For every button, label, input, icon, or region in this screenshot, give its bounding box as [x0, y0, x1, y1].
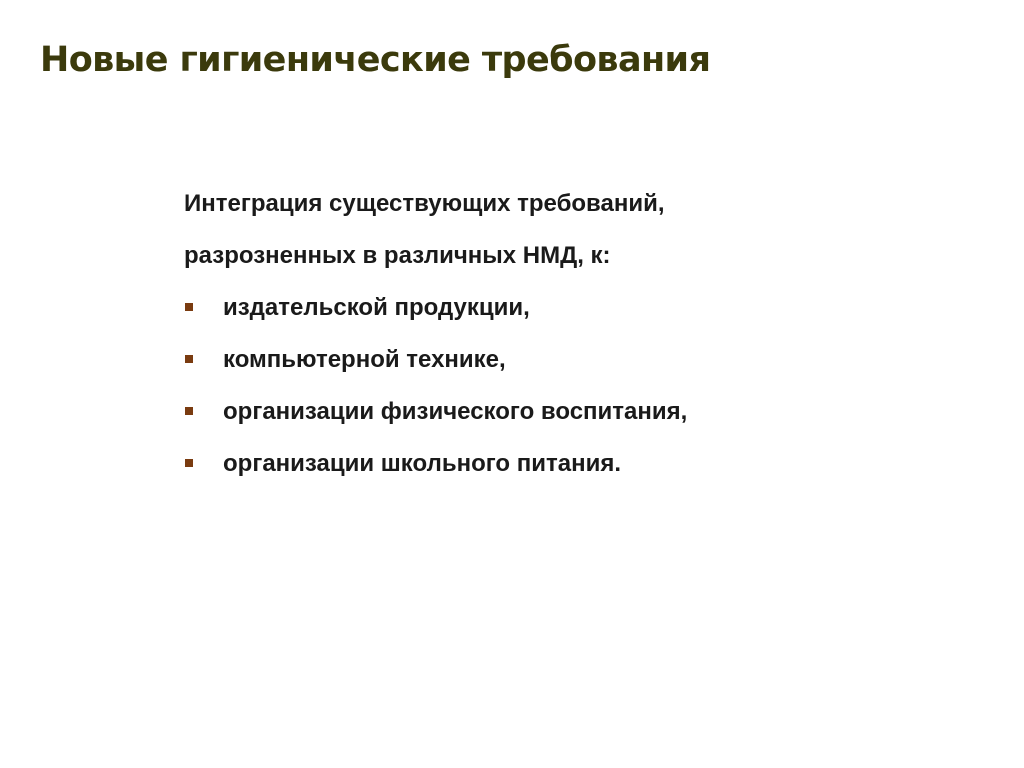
square-bullet-icon: [185, 459, 193, 467]
bullet-list: [184, 282, 964, 490]
square-bullet-icon: [185, 355, 193, 363]
intro-line: разрозненных в различных НМД, к:: [184, 242, 611, 269]
slide-title: Новые гигиенические требования: [40, 40, 711, 80]
square-bullet-icon: [185, 407, 193, 415]
square-bullet-icon: [185, 303, 193, 311]
bullet-text: организации физического воспитания,: [223, 398, 688, 425]
bullet-text: компьютерной технике,: [223, 346, 506, 373]
bullet-item: [184, 334, 964, 386]
intro-line: Интеграция существующих требований,: [184, 190, 665, 217]
bullet-text: организации школьного питания.: [223, 450, 622, 477]
bullet-item: [184, 386, 964, 438]
bullet-item: [184, 438, 964, 490]
slide-body: [184, 178, 964, 490]
bullet-text: издательской продукции,: [223, 294, 530, 321]
bullet-item: [184, 282, 964, 334]
